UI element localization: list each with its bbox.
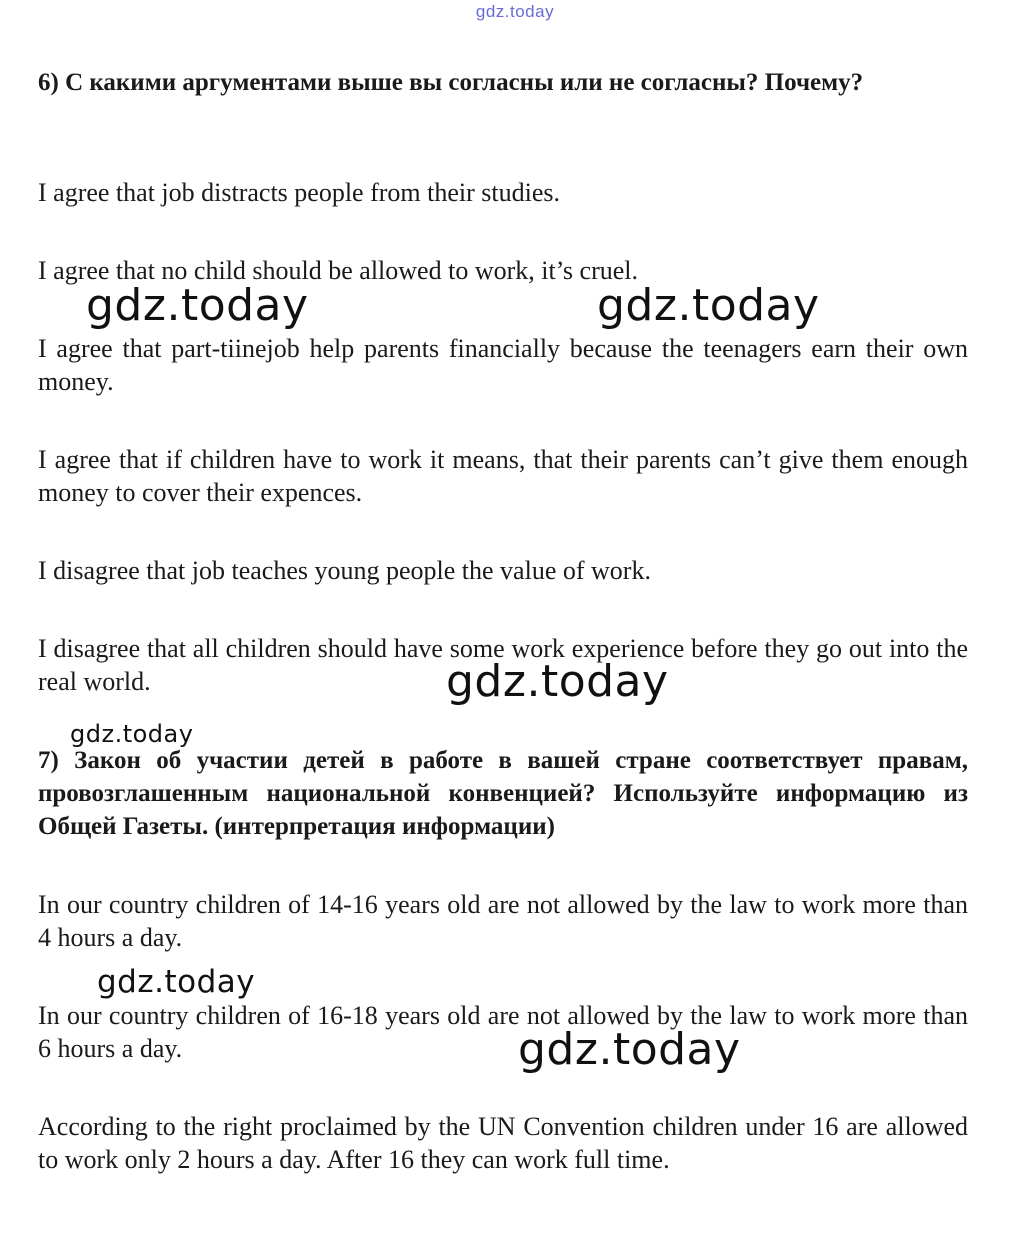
watermark: gdz.today xyxy=(518,1024,741,1075)
section-6-answer-2: I agree that no child should be allowed to work, it’s cruel. xyxy=(38,256,639,285)
section-6-answer-1: I agree that job distracts people from their studies. xyxy=(38,178,561,207)
watermark: gdz.today xyxy=(446,656,669,707)
section-7-answer-2: In our country children of 16-18 years old are not allowed by the law to work more than 6 hours a day. xyxy=(38,1001,968,1063)
section-7-answer-1: In our country children of 14-16 years old are not allowed by the law to work more than 4 hours a day. xyxy=(38,890,968,952)
section-6-answer-6: I disagree that all children should have some work experience before they go out into the real world. xyxy=(38,634,968,696)
watermark: gdz.today xyxy=(97,964,256,1000)
section-6-answer-4: I agree that if children have to work it means, that their parents can’t give them enough money to cover their expences. xyxy=(38,445,968,507)
section-7-answer-3: According to the right proclaimed by the UN Convention children under 16 are allowed to work only 2 hours a day. After 16 they can work full time. xyxy=(38,1112,968,1174)
site-watermark-header: gdz.today xyxy=(475,2,555,21)
watermark: gdz.today xyxy=(597,280,820,331)
section-6-heading: 6) С какими аргументами выше вы согласны или не согласны? Почему? xyxy=(38,69,864,96)
section-6-answer-3: I agree that part-tiinejob help parents financially because the teenagers earn their own money. xyxy=(38,334,968,396)
section-7-heading: 7) Закон об участии детей в работе в вашей стране соответствует правам, провозглашенным национальной конвенцией? Используйте информацию из Общей Газеты. (интерпретация информации) xyxy=(38,747,968,840)
section-6-answer-5: I disagree that job teaches young people the value of work. xyxy=(38,556,651,585)
watermark: gdz.today xyxy=(86,280,309,331)
watermark: gdz.today xyxy=(70,720,194,748)
